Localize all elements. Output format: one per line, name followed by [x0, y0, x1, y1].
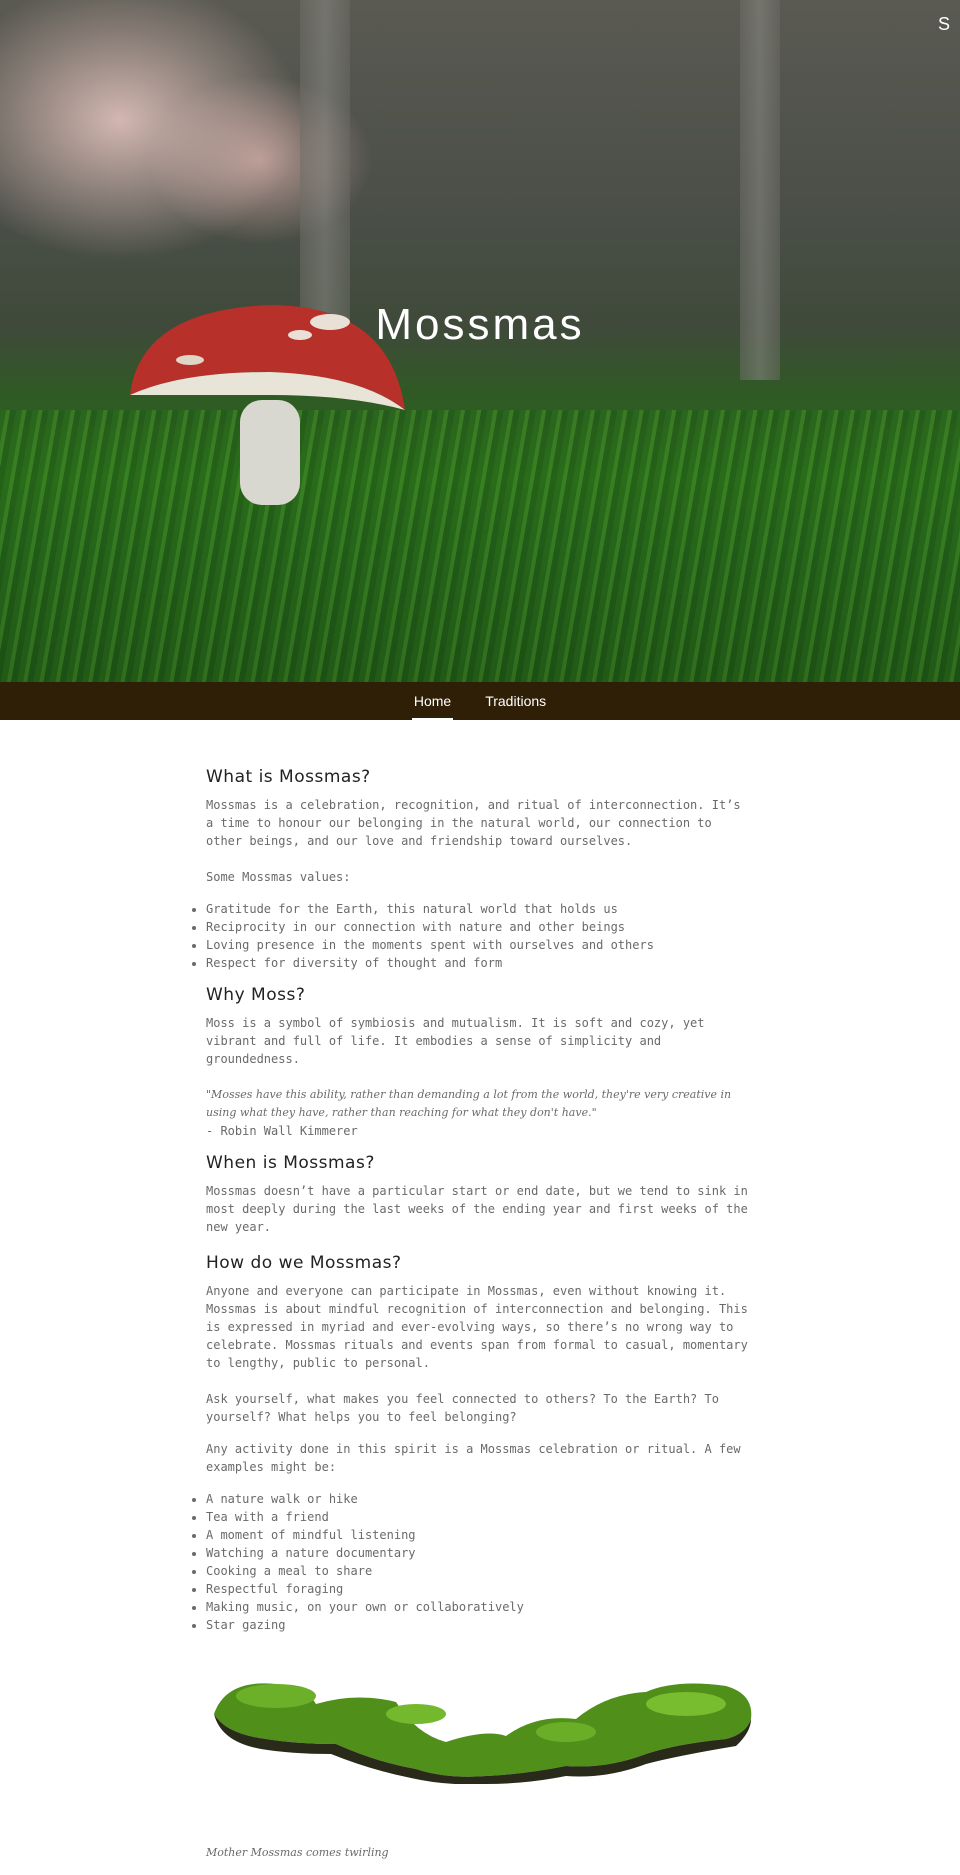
list-item: • Loving presence in the moments spent with ourselves and others	[206, 936, 754, 954]
hero-banner	[0, 0, 960, 682]
list-item: • Making music, on your own or collaboratively	[206, 1598, 754, 1616]
list-item: • Tea with a friend	[206, 1508, 754, 1526]
kimmerer-quote: "Mosses have this ability, rather than demanding a lot from the world, they're very creative in using what they have, rather than reaching for what they don't have."	[206, 1088, 732, 1119]
list-item: • Cooking a meal to share	[206, 1562, 754, 1580]
list-item: • Respectful foraging	[206, 1580, 754, 1598]
examples-list	[206, 1490, 754, 1634]
moss-strip-image	[206, 1674, 754, 1784]
why-heading: Why Moss?	[206, 985, 306, 1005]
how-paragraph-3: Any activity done in this spirit is a Mossmas celebration or ritual. A few examples might be:	[206, 1442, 741, 1474]
why-paragraph: Moss is a symbol of symbiosis and mutualism. It is soft and cozy, yet vibrant and full of life. It embodies a sense of simplicity and groundedness.	[206, 1016, 705, 1066]
values-list	[206, 900, 754, 972]
image-caption: Mother Mossmas comes twirling	[206, 1846, 389, 1859]
nav-item-home[interactable]: Home	[412, 682, 453, 720]
list-item: • Star gazing	[206, 1616, 754, 1634]
values-intro: Some Mossmas values:	[206, 870, 351, 884]
list-item: • Reciprocity in our connection with nature and other beings	[206, 918, 754, 936]
what-heading: What is Mossmas?	[206, 767, 371, 787]
what-paragraph: Mossmas is a celebration, recognition, and ritual of interconnection. It’s a time to honour our belonging in the natural world, our connection to other beings, and our love and friendship toward ourselves.	[206, 798, 741, 848]
how-paragraph-1: Anyone and everyone can participate in Mossmas, even without knowing it. Mossmas is about mindful recognition of interconnection and belonging. This is expressed in myriad and ever-evolving ways, so there’s no wrong way to celebrate. Mossmas rituals and events span from formal to casual, momentary to lengthy, public to personal.	[206, 1284, 748, 1370]
list-item: • A moment of mindful listening	[206, 1526, 754, 1544]
list-item: • Watching a nature documentary	[206, 1544, 754, 1562]
list-item: • A nature walk or hike	[206, 1490, 754, 1508]
hero-title: Mossmas	[375, 300, 585, 349]
corner-icon[interactable]: S	[937, 14, 950, 34]
how-heading: How do we Mossmas?	[206, 1253, 402, 1273]
quote-author: - Robin Wall Kimmerer	[206, 1124, 358, 1138]
when-paragraph: Mossmas doesn’t have a particular start or end date, but we tend to sink in most deeply during the last weeks of the ending year and first weeks of the new year.	[206, 1184, 748, 1234]
list-item: • Gratitude for the Earth, this natural world that holds us	[206, 900, 754, 918]
nav-item-traditions[interactable]: Traditions	[485, 693, 547, 709]
how-paragraph-2: Ask yourself, what makes you feel connected to others? To the Earth? To yourself? What helps you to feel belonging?	[206, 1392, 719, 1424]
list-item: • Respect for diversity of thought and form	[206, 954, 754, 972]
main-nav	[0, 682, 960, 720]
main-content	[206, 720, 754, 1862]
when-heading: When is Mossmas?	[206, 1153, 375, 1173]
